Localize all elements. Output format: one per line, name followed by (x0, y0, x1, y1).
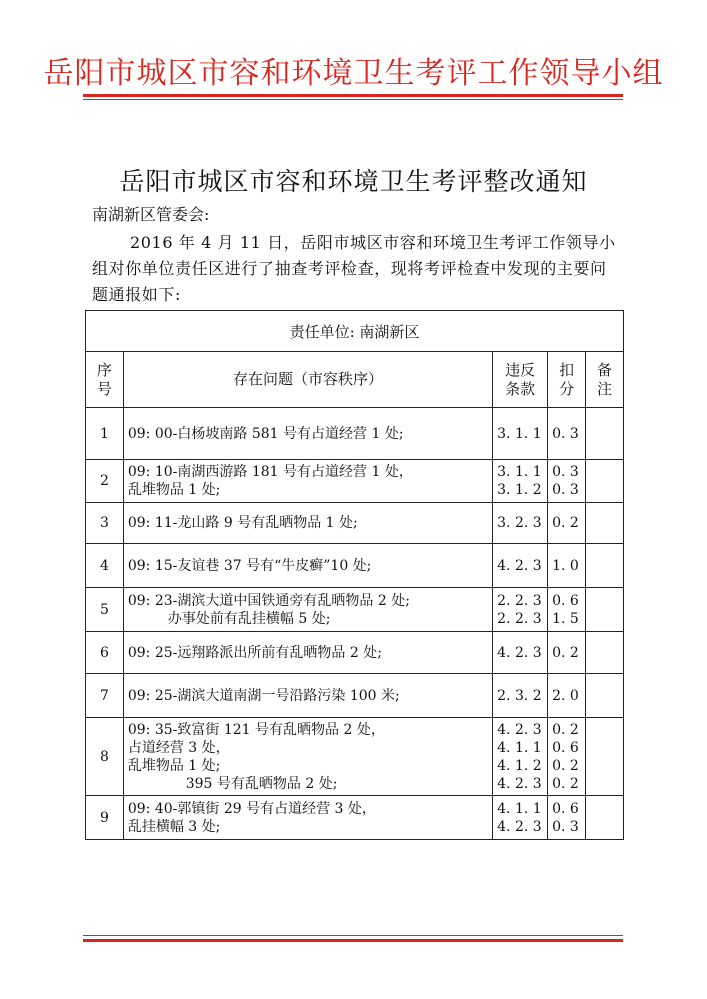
table-row (86, 544, 624, 588)
table-row (86, 588, 624, 632)
header-row (86, 352, 624, 408)
header-rule-thick (83, 94, 623, 97)
row-remark (586, 796, 624, 840)
document-title: 岳阳市城区市容和环境卫生考评整改通知 (119, 167, 588, 196)
row-deduct: 0. 2 (548, 632, 586, 674)
header-deduct: 扣 分 (548, 352, 586, 408)
header-rule-thin (83, 99, 623, 100)
row-remark (586, 503, 624, 544)
header-clause: 违反 条款 (493, 352, 548, 408)
row-deduct: 0. 6 1. 5 (548, 588, 586, 632)
responsible-unit: 责任单位: 南湖新区 (86, 311, 624, 352)
row-deduct: 1. 0 (548, 544, 586, 588)
row-remark (586, 632, 624, 674)
row-issue: 09: 40-郭镇街 29 号有占道经营 3 处， 乱挂横幅 3 处; (123, 796, 492, 840)
table-row (86, 674, 624, 718)
row-issue: 09: 10-南湖西游路 181 号有占道经营 1 处， 乱堆物品 1 处; (123, 460, 492, 503)
row-deduct: 0. 3 (548, 408, 586, 460)
row-deduct: 0. 2 0. 6 0. 2 0. 2 (548, 718, 586, 796)
footer-rule-thick (83, 939, 623, 942)
row-issue: 09: 15-友谊巷 37 号有“牛皮癣”10 处; (123, 544, 492, 588)
table-row (86, 408, 624, 460)
row-remark (586, 588, 624, 632)
row-clause: 4. 2. 3 (493, 544, 548, 588)
intro-paragraph: 2016 年 4 月 11 日，岳阳市城区市容和环境卫生考评工作领导小组对你单位责任区进行了抽查考评检查，现将考评检查中发现的主要问题通报如下: (92, 233, 616, 304)
table-row (86, 503, 624, 544)
row-deduct: 0. 3 0. 3 (548, 460, 586, 503)
row-issue: 09: 25-远翔路派出所前有乱晒物品 2 处; (123, 632, 492, 674)
row-clause: 2. 2. 3 2. 2. 3 (493, 588, 548, 632)
row-remark (586, 460, 624, 503)
row-clause: 4. 1. 1 4. 2. 3 (493, 796, 548, 840)
header-no: 序 号 (86, 352, 124, 408)
row-no: 7 (86, 674, 124, 718)
row-clause: 4. 2. 3 (493, 632, 548, 674)
row-no: 4 (86, 544, 124, 588)
row-deduct: 0. 6 0. 3 (548, 796, 586, 840)
footer-rule-thin (83, 935, 623, 936)
row-remark (586, 674, 624, 718)
inspection-table (85, 310, 624, 840)
recipient: 南湖新区管委会: (92, 205, 210, 224)
row-no: 9 (86, 796, 124, 840)
table-row (86, 632, 624, 674)
row-issue: 09: 25-湖滨大道南湖一号沿路污染 100 米; (123, 674, 492, 718)
row-no: 2 (86, 460, 124, 503)
table-row (86, 460, 624, 503)
row-clause: 3. 2. 3 (493, 503, 548, 544)
row-issue: 09: 35-致富街 121 号有乱晒物品 2 处， 占道经营 3 处， 乱堆物品 1 处; 395 号有乱晒物品 2 处; (123, 718, 492, 796)
row-no: 1 (86, 408, 124, 460)
row-remark (586, 718, 624, 796)
row-issue: 09: 11-龙山路 9 号有乱晒物品 1 处; (123, 503, 492, 544)
row-clause: 4. 2. 3 4. 1. 1 4. 1. 2 4. 2. 3 (493, 718, 548, 796)
row-no: 8 (86, 718, 124, 796)
unit-row (86, 311, 624, 352)
row-remark (586, 544, 624, 588)
table-row (86, 718, 624, 796)
row-no: 3 (86, 503, 124, 544)
row-deduct: 2. 0 (548, 674, 586, 718)
row-deduct: 0. 2 (548, 503, 586, 544)
org-header-title: 岳阳市城区市容和环境卫生考评工作领导小组 (43, 56, 664, 91)
header-issue: 存在问题（市容秩序） (123, 352, 492, 408)
row-no: 6 (86, 632, 124, 674)
row-issue: 09: 00-白杨坡南路 581 号有占道经营 1 处; (123, 408, 492, 460)
row-clause: 3. 1. 1 (493, 408, 548, 460)
row-issue: 09: 23-湖滨大道中国铁通旁有乱晒物品 2 处; 办事处前有乱挂横幅 5 处; (123, 588, 492, 632)
row-clause: 2. 3. 2 (493, 674, 548, 718)
header-remark: 备 注 (586, 352, 624, 408)
row-no: 5 (86, 588, 124, 632)
row-remark (586, 408, 624, 460)
table-row (86, 796, 624, 840)
row-clause: 3. 1. 1 3. 1. 2 (493, 460, 548, 503)
